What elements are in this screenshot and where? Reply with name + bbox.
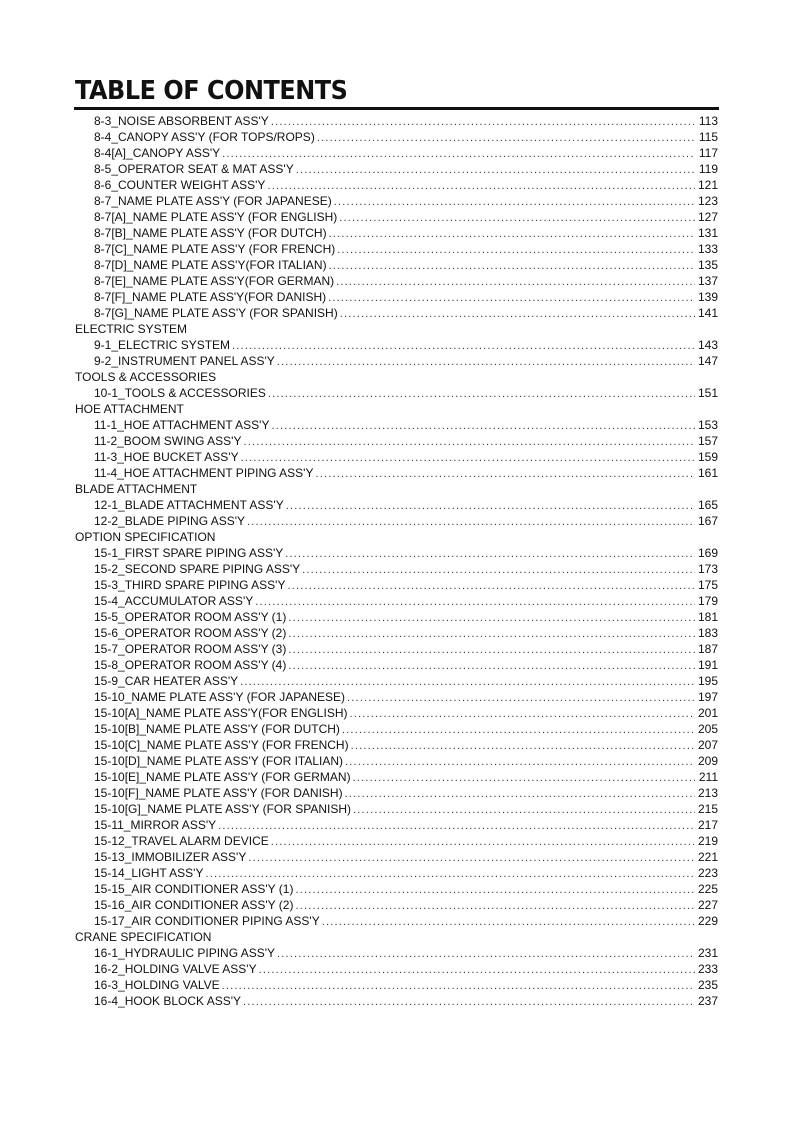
title-underline xyxy=(74,107,719,110)
toc-entry-page-number: 123 xyxy=(697,194,718,208)
dot-leader xyxy=(277,946,695,962)
dot-leader xyxy=(248,850,695,866)
toc-entry-label: 8-5_OPERATOR SEAT & MAT ASS'Y xyxy=(94,162,294,176)
toc-entry[interactable] xyxy=(0,241,718,257)
toc-entry-label: 11-2_BOOM SWING ASS'Y xyxy=(94,434,242,448)
toc-section-heading: BLADE ATTACHMENT xyxy=(75,482,198,496)
dot-leader xyxy=(322,914,695,930)
toc-entry[interactable] xyxy=(0,577,718,593)
toc-entry[interactable] xyxy=(0,193,718,209)
toc-entry-page-number: 157 xyxy=(697,434,718,448)
toc-entry-page-number: 213 xyxy=(697,786,718,800)
toc-entry-page-number: 191 xyxy=(697,658,718,672)
dot-leader xyxy=(259,962,695,978)
toc-entry-label: 15-10[G]_NAME PLATE ASS'Y (FOR SPANISH) xyxy=(94,802,352,816)
toc-entry[interactable] xyxy=(0,705,718,721)
dot-leader xyxy=(345,754,695,770)
toc-entry-label: 16-1_HYDRAULIC PIPING ASS'Y xyxy=(94,946,276,960)
toc-entry-label: 16-2_HOLDING VALVE ASS'Y xyxy=(94,962,257,976)
dot-leader xyxy=(205,866,695,882)
toc-entry-label: 15-14_LIGHT ASS'Y xyxy=(94,866,204,880)
toc-entry-label: 15-15_AIR CONDITIONER ASS'Y (1) xyxy=(94,882,294,896)
dot-leader xyxy=(288,658,695,674)
dot-leader xyxy=(271,114,695,130)
toc-entry-page-number: 173 xyxy=(697,562,718,576)
toc-entry-label: 15-10[B]_NAME PLATE ASS'Y (FOR DUTCH) xyxy=(94,722,340,736)
toc-entry-page-number: 131 xyxy=(697,226,718,240)
dot-leader xyxy=(288,610,695,626)
toc-entry-label: 15-8_OPERATOR ROOM ASS'Y (4) xyxy=(94,658,287,672)
toc-entry-page-number: 113 xyxy=(698,114,718,128)
toc-entry-page-number: 115 xyxy=(698,130,718,144)
toc-entry[interactable] xyxy=(0,177,718,193)
toc-entry[interactable] xyxy=(0,641,718,657)
toc-entry-label: 15-11_MIRROR ASS'Y xyxy=(94,818,217,832)
toc-entry-label: 15-10_NAME PLATE ASS'Y (FOR JAPANESE) xyxy=(94,690,346,704)
dot-leader xyxy=(241,450,695,466)
toc-entry-label: 8-7[G]_NAME PLATE ASS'Y (FOR SPANISH) xyxy=(94,306,338,320)
toc-entry[interactable] xyxy=(0,561,718,577)
dot-leader xyxy=(285,546,695,562)
toc-entry[interactable] xyxy=(0,849,718,865)
toc-entry[interactable] xyxy=(0,353,718,369)
dot-leader xyxy=(240,674,695,690)
toc-entry-label: 15-12_TRAVEL ALARM DEVICE xyxy=(94,834,269,848)
dot-leader xyxy=(340,306,695,322)
dot-leader xyxy=(351,738,695,754)
toc-entry-page-number: 187 xyxy=(697,642,718,656)
dot-leader xyxy=(247,514,695,530)
dot-leader xyxy=(345,786,695,802)
toc-entry-page-number: 223 xyxy=(697,866,718,880)
toc-entry-page-number: 161 xyxy=(697,466,718,480)
toc-entry-page-number: 143 xyxy=(697,338,718,352)
toc-entry[interactable] xyxy=(0,337,718,353)
toc-entry-page-number: 221 xyxy=(697,850,718,864)
dot-leader xyxy=(232,338,695,354)
toc-entry[interactable] xyxy=(0,545,718,561)
toc-entry[interactable] xyxy=(0,609,718,625)
toc-section-heading: ELECTRIC SYSTEM xyxy=(75,322,188,336)
toc-entry-label: 8-7[B]_NAME PLATE ASS'Y (FOR DUTCH) xyxy=(94,226,327,240)
toc-entry-label: 15-13_IMMOBILIZER ASS'Y xyxy=(94,850,247,864)
dot-leader xyxy=(339,210,695,226)
dot-leader xyxy=(218,818,695,834)
toc-section-heading: HOE ATTACHMENT xyxy=(75,402,184,416)
toc-entry[interactable] xyxy=(0,801,718,817)
toc-entry-label: 8-3_NOISE ABSORBENT ASS'Y xyxy=(94,114,269,128)
toc-entry-page-number: 235 xyxy=(697,978,718,992)
toc-entry-page-number: 195 xyxy=(697,674,718,688)
toc-entry[interactable] xyxy=(0,417,718,433)
toc-entry[interactable] xyxy=(0,225,718,241)
dot-leader xyxy=(288,642,695,658)
toc-entry-label: 15-5_OPERATOR ROOM ASS'Y (1) xyxy=(94,610,287,624)
dot-leader xyxy=(337,242,695,258)
toc-entry[interactable] xyxy=(0,257,718,273)
toc-entry[interactable] xyxy=(0,625,718,641)
toc-entry-page-number: 127 xyxy=(697,210,718,224)
toc-entry-label: 12-2_BLADE PIPING ASS'Y xyxy=(94,514,246,528)
toc-entry[interactable] xyxy=(0,161,718,177)
toc-entry-label: 11-1_HOE ATTACHMENT ASS'Y xyxy=(94,418,270,432)
toc-entry[interactable] xyxy=(0,385,718,401)
toc-entry-label: 16-3_HOLDING VALVE xyxy=(94,978,220,992)
dot-leader xyxy=(329,258,695,274)
toc-entry[interactable] xyxy=(0,209,718,225)
toc-entry-label: 8-7[E]_NAME PLATE ASS'Y(FOR GERMAN) xyxy=(94,274,335,288)
dot-leader xyxy=(328,290,695,306)
dot-leader xyxy=(243,994,695,1010)
toc-entry-page-number: 137 xyxy=(697,274,718,288)
toc-entry-label: 15-2_SECOND SPARE PIPING ASS'Y xyxy=(94,562,301,576)
toc-entry[interactable] xyxy=(0,737,718,753)
toc-entry-label: 15-17_AIR CONDITIONER PIPING ASS'Y xyxy=(94,914,320,928)
toc-entry-page-number: 159 xyxy=(697,450,718,464)
dot-leader xyxy=(222,978,695,994)
toc-entry-label: 8-4[A]_CANOPY ASS'Y xyxy=(94,146,221,160)
toc-entry[interactable] xyxy=(0,449,718,465)
toc-entry-label: 15-10[F]_NAME PLATE ASS'Y (FOR DANISH) xyxy=(94,786,343,800)
toc-entry[interactable] xyxy=(0,273,718,289)
dot-leader xyxy=(342,722,695,738)
toc-entry-page-number: 147 xyxy=(697,354,718,368)
dot-leader xyxy=(222,146,695,162)
toc-entry[interactable] xyxy=(0,689,718,705)
dot-leader xyxy=(329,226,695,242)
toc-entry-page-number: 225 xyxy=(697,882,718,896)
toc-entry[interactable] xyxy=(0,305,718,321)
toc-entry[interactable] xyxy=(0,817,718,833)
toc-entry-label: 15-10[C]_NAME PLATE ASS'Y (FOR FRENCH) xyxy=(94,738,349,752)
toc-entry-label: 10-1_TOOLS & ACCESSORIES xyxy=(94,386,266,400)
toc-entry[interactable] xyxy=(0,673,718,689)
toc-entry-label: 15-6_OPERATOR ROOM ASS'Y (2) xyxy=(94,626,287,640)
dot-leader xyxy=(277,354,695,370)
toc-entry-label: 8-7[F]_NAME PLATE ASS'Y(FOR DANISH) xyxy=(94,290,327,304)
toc-entry-page-number: 167 xyxy=(697,514,718,528)
toc-entry[interactable] xyxy=(0,497,718,513)
toc-entry-label: 9-2_INSTRUMENT PANEL ASS'Y xyxy=(94,354,275,368)
toc-entry-page-number: 219 xyxy=(697,834,718,848)
toc-entry-page-number: 205 xyxy=(697,722,718,736)
table-of-contents-list xyxy=(0,113,793,1009)
toc-entry-page-number: 165 xyxy=(697,498,718,512)
toc-entry-page-number: 229 xyxy=(697,914,718,928)
dot-leader xyxy=(243,434,695,450)
dot-leader xyxy=(336,274,695,290)
dot-leader xyxy=(296,162,695,178)
toc-entry-label: 15-7_OPERATOR ROOM ASS'Y (3) xyxy=(94,642,287,656)
toc-entry-page-number: 237 xyxy=(697,994,718,1008)
toc-entry-page-number: 231 xyxy=(697,946,718,960)
toc-entry-page-number: 119 xyxy=(698,162,718,176)
toc-entry-label: 15-10[A]_NAME PLATE ASS'Y(FOR ENGLISH) xyxy=(94,706,348,720)
dot-leader xyxy=(315,466,695,482)
dot-leader xyxy=(268,386,695,402)
dot-leader xyxy=(347,690,695,706)
toc-entry[interactable] xyxy=(0,753,718,769)
toc-entry-label: 15-10[E]_NAME PLATE ASS'Y (FOR GERMAN) xyxy=(94,770,351,784)
toc-entry[interactable] xyxy=(0,945,718,961)
toc-entry[interactable] xyxy=(0,769,718,785)
dot-leader xyxy=(288,626,695,642)
toc-entry[interactable] xyxy=(0,785,718,801)
toc-entry-page-number: 121 xyxy=(697,178,718,192)
dot-leader xyxy=(317,130,695,146)
toc-entry-label: 11-3_HOE BUCKET ASS'Y xyxy=(94,450,239,464)
toc-entry-label: 11-4_HOE ATTACHMENT PIPING ASS'Y xyxy=(94,466,314,480)
toc-entry[interactable] xyxy=(0,993,718,1009)
toc-entry[interactable] xyxy=(0,865,718,881)
toc-entry-page-number: 175 xyxy=(697,578,718,592)
toc-entry[interactable] xyxy=(0,897,718,913)
toc-entry[interactable] xyxy=(0,433,718,449)
dot-leader xyxy=(349,706,694,722)
toc-entry-page-number: 217 xyxy=(697,818,718,832)
toc-entry[interactable] xyxy=(0,881,718,897)
toc-entry-label: 8-6_COUNTER WEIGHT ASS'Y xyxy=(94,178,266,192)
dot-leader xyxy=(353,802,695,818)
toc-entry-label: 8-7[A]_NAME PLATE ASS'Y (FOR ENGLISH) xyxy=(94,210,338,224)
toc-entry[interactable] xyxy=(0,593,718,609)
dot-leader xyxy=(267,178,695,194)
toc-entry-label: 8-7[C]_NAME PLATE ASS'Y (FOR FRENCH) xyxy=(94,242,336,256)
toc-entry-label: 9-1_ELECTRIC SYSTEM xyxy=(94,338,231,352)
toc-entry-page-number: 197 xyxy=(697,690,718,704)
toc-entry-page-number: 201 xyxy=(697,706,718,720)
toc-entry[interactable] xyxy=(0,465,718,481)
toc-entry-label: 16-4_HOOK BLOCK ASS'Y xyxy=(94,994,242,1008)
toc-entry-label: 8-4_CANOPY ASS'Y (FOR TOPS/ROPS) xyxy=(94,130,315,144)
toc-section-heading: OPTION SPECIFICATION xyxy=(75,530,216,544)
toc-entry[interactable] xyxy=(0,129,718,145)
toc-entry[interactable] xyxy=(0,977,718,993)
toc-entry[interactable] xyxy=(0,113,718,129)
toc-entry[interactable] xyxy=(0,145,718,161)
toc-entry[interactable] xyxy=(0,289,718,305)
dot-leader xyxy=(302,562,695,578)
toc-entry-page-number: 215 xyxy=(697,802,718,816)
toc-entry-page-number: 151 xyxy=(697,386,718,400)
toc-entry[interactable] xyxy=(0,721,718,737)
toc-entry[interactable] xyxy=(0,833,718,849)
dot-leader xyxy=(334,194,695,210)
dot-leader xyxy=(287,578,695,594)
toc-entry-page-number: 233 xyxy=(697,962,718,976)
toc-entry-label: 12-1_BLADE ATTACHMENT ASS'Y xyxy=(94,498,284,512)
toc-entry-label: 15-16_AIR CONDITIONER ASS'Y (2) xyxy=(94,898,294,912)
dot-leader xyxy=(271,834,695,850)
toc-entry-page-number: 135 xyxy=(697,258,718,272)
toc-entry-label: 15-10[D]_NAME PLATE ASS'Y (FOR ITALIAN) xyxy=(94,754,344,768)
toc-entry-label: 15-1_FIRST SPARE PIPING ASS'Y xyxy=(94,546,284,560)
toc-entry-label: 15-4_ACCUMULATOR ASS'Y xyxy=(94,594,254,608)
toc-section-heading: TOOLS & ACCESSORIES xyxy=(75,370,217,384)
toc-entry-label: 8-7_NAME PLATE ASS'Y (FOR JAPANESE) xyxy=(94,194,332,208)
toc-entry-page-number: 139 xyxy=(697,290,718,304)
dot-leader xyxy=(295,882,695,898)
toc-section-heading: CRANE SPECIFICATION xyxy=(75,930,212,944)
toc-entry[interactable] xyxy=(0,913,718,929)
page-title: TABLE OF CONTENTS xyxy=(75,76,348,106)
toc-entry[interactable] xyxy=(0,961,718,977)
toc-entry-page-number: 153 xyxy=(697,418,718,432)
toc-entry-page-number: 211 xyxy=(698,770,718,784)
toc-entry-page-number: 141 xyxy=(697,306,718,320)
toc-entry-page-number: 117 xyxy=(698,146,718,160)
toc-entry-page-number: 227 xyxy=(697,898,718,912)
toc-entry-label: 15-9_CAR HEATER ASS'Y xyxy=(94,674,239,688)
toc-entry[interactable] xyxy=(0,513,718,529)
toc-entry-page-number: 133 xyxy=(697,242,718,256)
toc-entry-label: 8-7[D]_NAME PLATE ASS'Y(FOR ITALIAN) xyxy=(94,258,327,272)
dot-leader xyxy=(271,418,695,434)
toc-entry-page-number: 179 xyxy=(697,594,718,608)
dot-leader xyxy=(286,498,695,514)
toc-entry-label: 15-3_THIRD SPARE PIPING ASS'Y xyxy=(94,578,286,592)
toc-entry[interactable] xyxy=(0,657,718,673)
toc-entry-page-number: 209 xyxy=(697,754,718,768)
dot-leader xyxy=(295,898,695,914)
dot-leader xyxy=(353,770,695,786)
dot-leader xyxy=(255,594,695,610)
toc-entry-page-number: 183 xyxy=(697,626,718,640)
toc-entry-page-number: 181 xyxy=(697,610,718,624)
toc-entry-page-number: 207 xyxy=(697,738,718,752)
toc-entry-page-number: 169 xyxy=(697,546,718,560)
